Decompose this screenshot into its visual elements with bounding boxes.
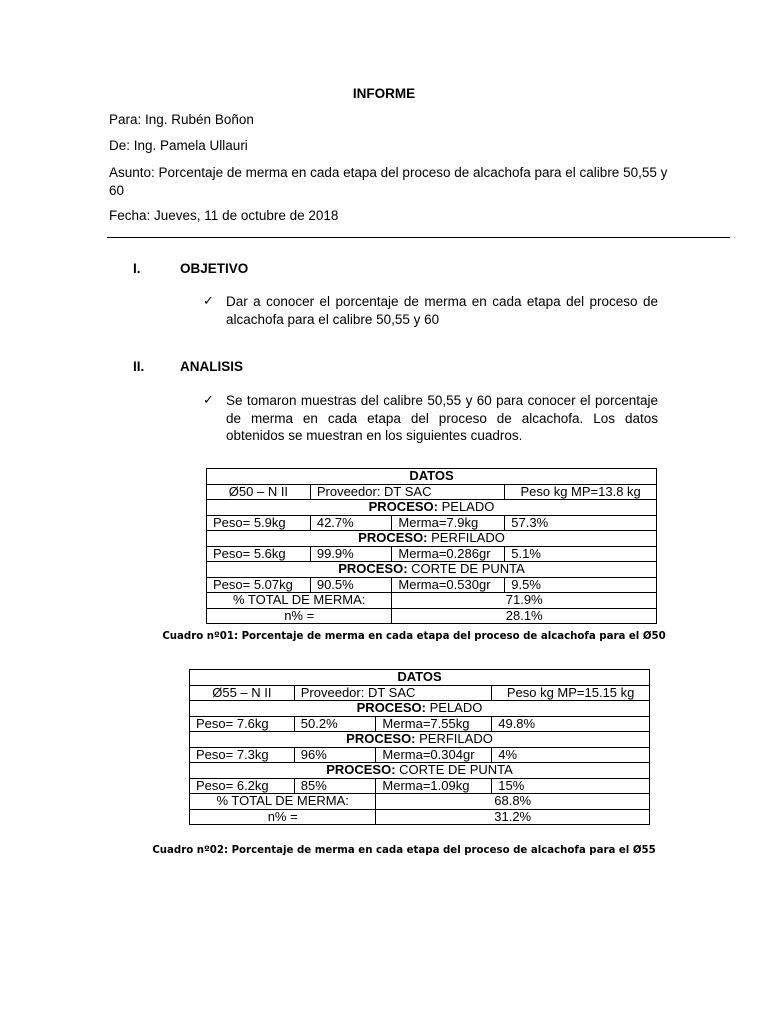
objetivo-text: Dar a conocer el porcentaje de merma en cada etapa del proceso de alcachofa para el calibre 50,55 y 60 <box>226 294 658 327</box>
table-header: DATOS <box>190 670 650 686</box>
table-caption: Cuadro nº01: Porcentaje de merma en cada etapa del proceso de alcachofa para el Ø50 <box>162 631 666 642</box>
date-line: Fecha: Jueves, 11 de octubre de 2018 <box>109 208 339 223</box>
merma-cell: Merma=0.304gr <box>376 747 492 763</box>
pct-cell: 50.2% <box>294 716 376 732</box>
merma-pct-cell: 49.8% <box>492 716 650 732</box>
proveedor-cell: Proveedor: DT SAC <box>294 685 491 701</box>
merma-pct-cell: 5.1% <box>505 546 657 562</box>
peso-cell: Peso= 6.2kg <box>190 778 295 794</box>
process-header <box>207 531 657 547</box>
table-row <box>190 716 650 732</box>
total-merma-value: 71.9% <box>392 593 657 609</box>
merma-cell: Merma=1.09kg <box>376 778 492 794</box>
pct-cell: 42.7% <box>310 515 392 531</box>
peso-cell: Peso= 5.07kg <box>207 577 311 593</box>
table-row <box>190 685 650 701</box>
total-merma-label: % TOTAL DE MERMA: <box>190 794 376 810</box>
peso-cell: Peso= 5.9kg <box>207 515 311 531</box>
process-name: PERFILADO <box>419 731 493 747</box>
table-row <box>190 794 650 810</box>
peso-mp-cell: Peso kg MP=15.15 kg <box>492 685 650 701</box>
merma-pct-cell: 15% <box>492 778 650 794</box>
section-analisis-number: II. <box>133 359 145 374</box>
analisis-text: Se tomaron muestras del calibre 50,55 y 60 para conocer el porcentaje de merma en cada etapa del proceso de alcachofa. Los datos obtenidos se muestran en los siguientes cuadros. <box>226 393 658 443</box>
process-header <box>190 763 650 779</box>
table-row <box>207 515 657 531</box>
n-pct-value: 31.2% <box>376 809 650 825</box>
recipient-line: Para: Ing. Rubén Boñon <box>109 112 254 127</box>
process-label: PROCESO: <box>358 530 428 546</box>
calibre-cell: Ø55 – N II <box>190 685 295 701</box>
merma-cell: Merma=0.286gr <box>392 546 505 562</box>
table-caption: Cuadro nº02: Porcentaje de merma en cada etapa del proceso de alcachofa para el Ø55 <box>152 845 656 856</box>
merma-cell: Merma=7.55kg <box>376 716 492 732</box>
n-pct-label: n% = <box>190 809 376 825</box>
pct-cell: 99.9% <box>310 546 392 562</box>
n-pct-label: n% = <box>207 608 392 624</box>
process-label: PROCESO: <box>368 499 438 515</box>
process-name: CORTE DE PUNTA <box>411 561 525 577</box>
document-title: INFORME <box>352 86 416 101</box>
data-table-50 <box>206 468 657 624</box>
n-pct-value: 28.1% <box>392 608 657 624</box>
total-merma-label: % TOTAL DE MERMA: <box>207 593 392 609</box>
process-name: CORTE DE PUNTA <box>399 762 513 778</box>
section-objetivo-title: OBJETIVO <box>180 261 249 276</box>
section-objetivo-number: I. <box>133 261 141 276</box>
table-row <box>190 747 650 763</box>
sender-line: De: Ing. Pamela Ullauri <box>109 138 248 153</box>
process-header <box>207 562 657 578</box>
merma-pct-cell: 4% <box>492 747 650 763</box>
checkmark-icon: ✓ <box>203 392 214 407</box>
process-name: PELADO <box>441 499 495 515</box>
total-merma-value: 68.8% <box>376 794 650 810</box>
header-divider <box>107 237 730 238</box>
merma-cell: Merma=7.9kg <box>392 515 505 531</box>
process-name: PELADO <box>429 700 483 716</box>
calibre-cell: Ø50 – N II <box>207 484 311 500</box>
peso-cell: Peso= 5.6kg <box>207 546 311 562</box>
process-label: PROCESO: <box>326 762 396 778</box>
table-row <box>190 809 650 825</box>
table-row <box>207 546 657 562</box>
section-analisis-title: ANALISIS <box>180 359 244 374</box>
checkmark-icon: ✓ <box>203 293 214 308</box>
process-label: PROCESO: <box>338 561 408 577</box>
process-header <box>190 732 650 748</box>
peso-cell: Peso= 7.6kg <box>190 716 295 732</box>
table-row <box>207 608 657 624</box>
process-label: PROCESO: <box>356 700 426 716</box>
merma-pct-cell: 9.5% <box>505 577 657 593</box>
peso-cell: Peso= 7.3kg <box>190 747 295 763</box>
table-row <box>190 778 650 794</box>
process-header <box>190 701 650 717</box>
data-table-55 <box>189 669 650 825</box>
pct-cell: 90.5% <box>310 577 392 593</box>
pct-cell: 85% <box>294 778 376 794</box>
process-name: PERFILADO <box>431 530 505 546</box>
proveedor-cell: Proveedor: DT SAC <box>310 484 504 500</box>
table-row <box>207 593 657 609</box>
pct-cell: 96% <box>294 747 376 763</box>
process-header <box>207 500 657 516</box>
peso-mp-cell: Peso kg MP=13.8 kg <box>505 484 657 500</box>
merma-cell: Merma=0.530gr <box>392 577 505 593</box>
table-row <box>207 484 657 500</box>
process-label: PROCESO: <box>346 731 416 747</box>
merma-pct-cell: 57.3% <box>505 515 657 531</box>
table-row <box>207 577 657 593</box>
table-header: DATOS <box>207 469 657 485</box>
subject-line: Asunto: Porcentaje de merma en cada etapa del proceso de alcachofa para el calibre 50,55 y 60 <box>109 165 668 198</box>
